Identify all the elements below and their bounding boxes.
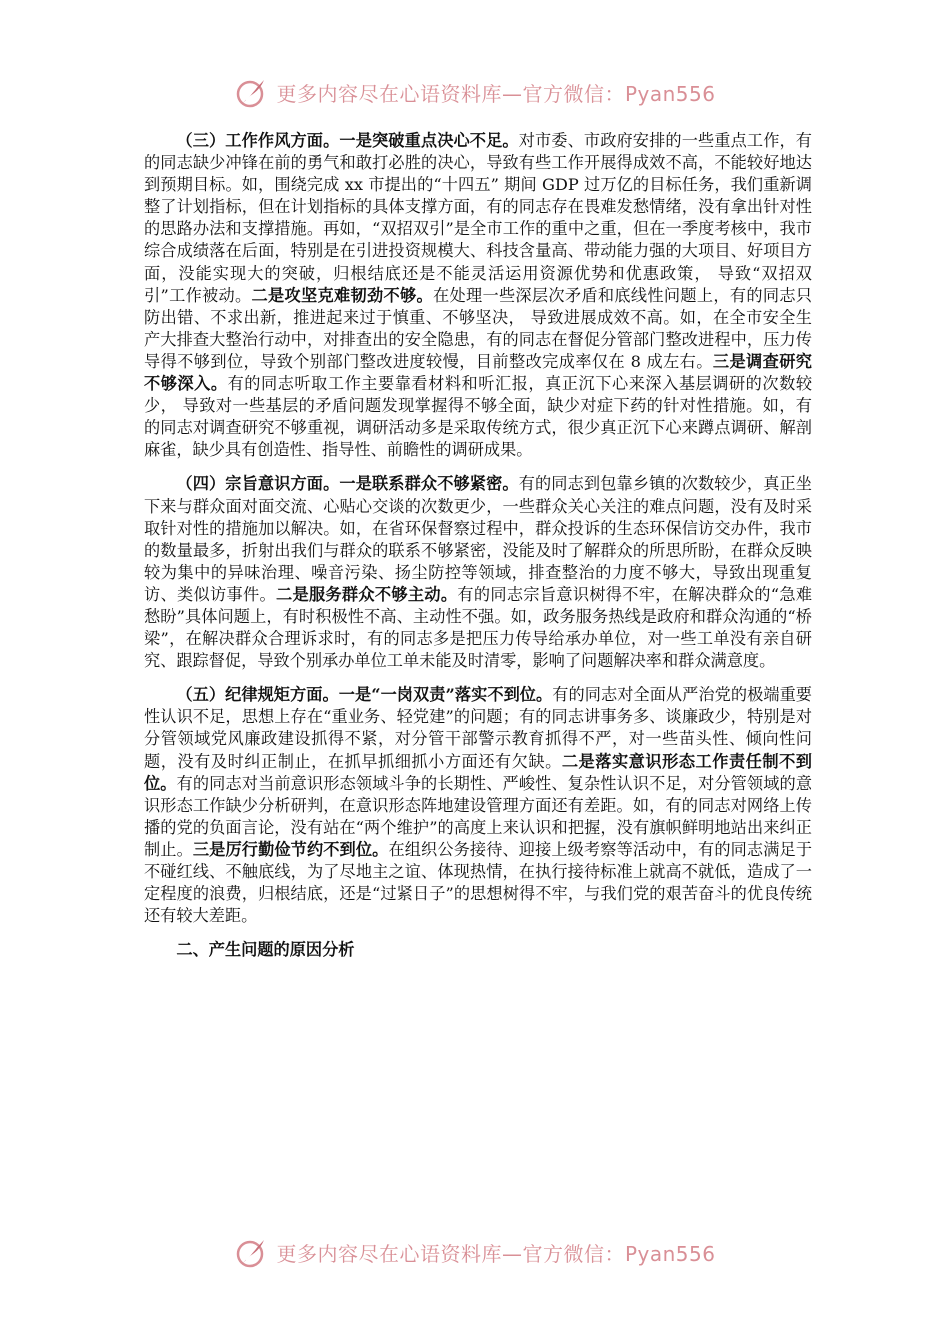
subheading: 三是调查研究不够深入。 [144, 351, 812, 394]
body-text: 有的同志到包靠乡镇的次数较少，真正坐下来与群众面对面交流、心贴心交谈的次数更少，一些群众关心关注的难点问题，没有及时采取针对性的措施加以解决。如，在省环保督察过程中，群众投诉的生态环保信访交办件，我市的数量最多，折射出我们与群众的联系不够紧密，没能及时了解群众的所思所盼，在群众反映较为集中的异味治理、噪音污染、扬尘防控等领域，排查整治的力度不够大，导致出现重复访、类似访事件。 [144, 474, 812, 604]
subheading: 二是服务群众不够主动。 [275, 584, 458, 604]
feather-quill-icon [234, 74, 270, 110]
banner-text: 更多内容尽在心语资料库—官方微信：Pyan556 [276, 1241, 716, 1266]
subheading: 二是攻坚克难韧劲不够。 [251, 285, 433, 305]
body-text: 有的同志对全面从严治党的极端重要性认识不足，思想上存在“重业务、轻党建”的问题；有的同志讲事务多、谈廉政少，特别是对分管领域党风廉政建设抓得不紧，对分管干部警示教育抓得不严，对一些苗头性、倾向性问题，没有及时纠正制止，在抓早抓细抓小方面还有欠缺。 [144, 685, 812, 771]
document-body [144, 130, 812, 961]
footer-banner [0, 1232, 950, 1272]
subheading: （四）宗旨意识方面。一是联系群众不够紧密。 [176, 474, 519, 494]
header-banner [0, 72, 950, 112]
subheading: （五）纪律规矩方面。一是“一岗双责”落实不到位。 [176, 685, 553, 705]
body-text: 对市委、市政府安排的一些重点工作，有的同志缺少冲锋在前的勇气和敢打必胜的决心，导致有些工作开展得成效不高，不能较好地达到预期目标。如，围绕完成 xx 市提出的“十四五” 期间 GDP 过万亿的目标任务，我们重新调整了计划指标，但在计划指标的具体支撑方面，有的同志存在畏难发愁情绪，没有拿出针对性的思路办法和支撑措施。再如，“双招双引”是全市工作的重中之重，但在一季度考核中，我市综合成绩落在后面，特别是在引进投资规模大、科技含量高、带动能力强的大项目、好项目方面，没能实现大的突破，归根结底还是不能灵活运用资源优势和优惠政策， 导致“双招双引”工作被动。 [144, 131, 812, 305]
section-heading: 二、产生问题的原因分析 [176, 940, 355, 960]
body-text: 有的同志宗旨意识树得不牢，在解决群众的“急难愁盼”具体问题上，有时积极性不高、主动性不强。如，政务服务热线是政府和群众沟通的“桥梁”，在解决群众合理诉求时，有的同志多是把压力传导给承办单位，对一些工单没有亲自研究、跟踪督促，导致个别承办单位工单未能及时清零，影响了问题解决率和群众满意度。 [144, 584, 813, 671]
body-text: 在组织公务接待、迎接上级考察等活动中，有的同志满足于不碰红线、不触底线，为了尽地主之谊、体现热情，在执行接待标准上就高不就低，造成了一定程度的浪费，归根结底，还是“过紧日子”的思想树得不牢，与我们党的艰苦奋斗的优良传统还有较大差距。 [144, 839, 813, 926]
subheading: （三）工作作风方面。一是突破重点决心不足。 [176, 131, 519, 150]
paragraph-discipline [144, 684, 812, 927]
paragraph-work-style [144, 130, 812, 461]
body-text: 有的同志听取工作主要靠看材料和听汇报，真正沉下心来深入基层调研的次数较少， 导致对一些基层的矛盾问题发现掌握得不够全面，缺少对症下药的针对性措施。如，有的同志对调查研究不够重视，调研活动多是采取传统方式，很少真正沉下心来蹲点调研、解剖麻雀，缺少具有创造性、指导性、前瞻性的调研成果。 [144, 374, 813, 460]
subheading: 二是落实意识形态工作责任制不到位。 [144, 751, 812, 793]
feather-quill-icon [234, 1234, 270, 1270]
subheading: 三是厉行勤俭节约不到位。 [192, 839, 389, 859]
banner-text: 更多内容尽在心语资料库—官方微信：Pyan556 [276, 81, 716, 106]
body-text: 有的同志对当前意识形态领域斗争的长期性、严峻性、复杂性认识不足，对分管领域的意识形态工作缺少分析研判，在意识形态阵地建设管理方面还有差距。如，有的同志对网络上传播的党的负面言论，没有站在“两个维护”的高度上来认识和把握，没有旗帜鲜明地站出来纠正制止。 [144, 773, 813, 859]
body-text: 在处理一些深层次矛盾和底线性问题上，有的同志只防出错、不求出新，推进起来过于慎重、不够坚决， 导致进展成效不高。如，在全市安全生产大排查大整治行动中，对排查出的安全隐患，有的同志在督促分管部门整改进程中，压力传导得不够到位，导致个别部门整改进度较慢，目前整改完成率仅在 8 成左右。 [144, 285, 812, 371]
paragraph-purpose-awareness [144, 473, 812, 672]
